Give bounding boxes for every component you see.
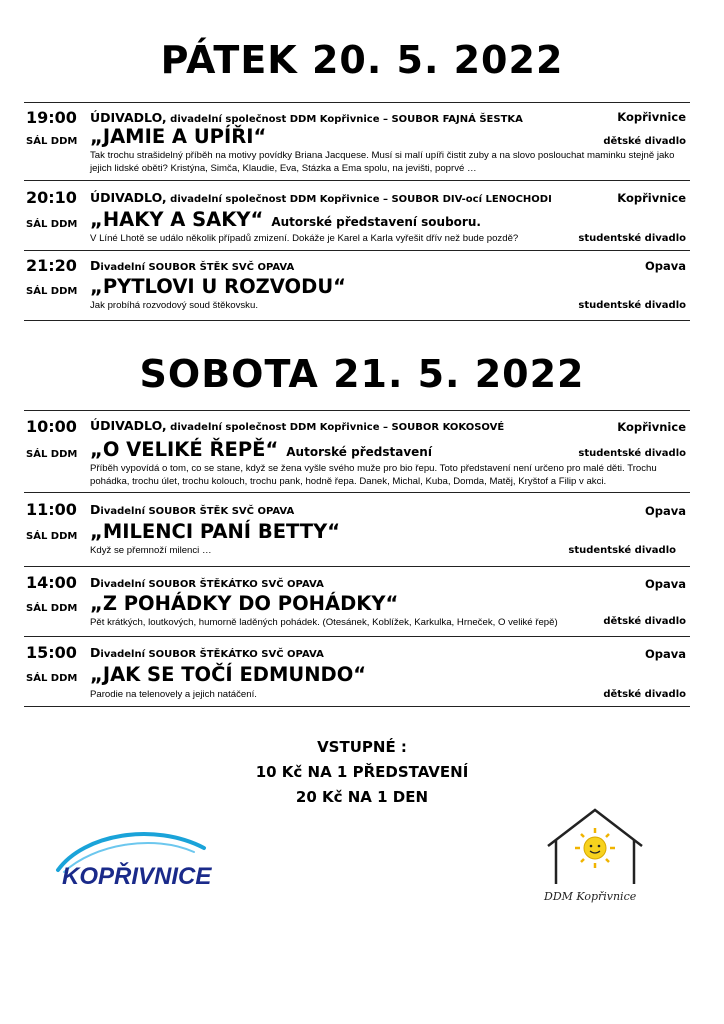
admission-heading: VSTUPNÉ :: [317, 738, 407, 756]
divider: [24, 566, 690, 567]
event-company-rest: divadelní společnost DDM Kopřivnice – SOUBOR KOKOSOVÉ: [166, 422, 505, 433]
event-time: 15:00: [26, 643, 77, 662]
event-title: [90, 663, 374, 686]
event-description: V Líné Lhotě se událo několik případů zmizení. Dokáže je Karel a Karla vyřešit dřív než bude pozdě?: [90, 233, 519, 244]
koprivnice-logo: [54, 826, 234, 896]
event-title: [90, 208, 481, 231]
event-hall: SÁL DDM: [26, 603, 78, 614]
friday-title: PÁTEK 20. 5. 2022: [160, 38, 564, 82]
event-genre: studentské divadlo: [578, 300, 686, 311]
event-description: Pět krátkých, loutkových, humorně laděných pohádek. (Otesánek, Koblížek, Karkulka, Hrneček, O veliké řepě): [90, 617, 558, 628]
divider: [24, 320, 690, 321]
event-description: Příběh vypovídá o tom, co se stane, když se žena vyšle svého muže pro bio řepu. Toto představení není určeno pro malé děti. Trochu pohádka, trochu úlet, trochu kolouch, trochu pank, hodně řepa. Danek, Michal, Kuba, Domda, Matěj, Kryštof a Filip v akci.: [90, 463, 657, 487]
event-subtitle: Autorské představení souboru.: [271, 215, 481, 229]
event-company: [90, 418, 504, 433]
event-title-text: „PYTLOVI U ROZVODU“: [90, 275, 346, 298]
event-company: [90, 110, 523, 125]
event-company-lead: ÚDIVADLO,: [90, 418, 167, 433]
event-time: 10:00: [26, 417, 77, 436]
event-genre: studentské divadlo: [568, 545, 676, 556]
event-company-lead: D: [90, 502, 101, 517]
event-company-rest: ivadelní SOUBOR ŠTĚK SVČ OPAVA: [100, 506, 295, 517]
event-time: 19:00: [26, 108, 77, 127]
event-place: Opava: [644, 504, 686, 518]
saturday-title: SOBOTA 21. 5. 2022: [139, 352, 585, 396]
event-place: Kopřivnice: [617, 420, 686, 434]
event-place: Kopřivnice: [617, 191, 686, 205]
ddm-logo-text: DDM Kopřivnice: [544, 890, 637, 903]
event-hall: SÁL DDM: [26, 531, 78, 542]
event-hall: SÁL DDM: [26, 136, 78, 147]
divider: [24, 180, 690, 181]
event-hall: SÁL DDM: [26, 286, 78, 297]
event-hall: SÁL DDM: [26, 219, 78, 230]
event-genre: studentské divadlo: [578, 233, 686, 244]
event-description: Parodie na telenovely a jejich natáčení.: [90, 689, 257, 700]
event-place: Opava: [644, 577, 686, 591]
event-title: [90, 125, 274, 148]
event-title: [90, 275, 354, 298]
event-company-rest: ivadelní SOUBOR ŠTĚKÁTKO SVČ OPAVA: [100, 579, 324, 590]
event-company-lead: D: [90, 575, 101, 590]
ddm-logo: [540, 806, 650, 906]
event-company: [90, 645, 324, 660]
event-title: [90, 592, 406, 615]
event-time: 11:00: [26, 500, 77, 519]
event-company: [90, 190, 552, 205]
event-genre: dětské divadlo: [603, 689, 686, 700]
event-place: Opava: [644, 259, 686, 273]
event-company: [90, 502, 294, 517]
divider: [24, 250, 690, 251]
event-title-text: „O VELIKÉ ŘEPĚ“: [90, 438, 279, 461]
event-title-text: „Z POHÁDKY DO POHÁDKY“: [90, 592, 399, 615]
event-time: 21:20: [26, 256, 77, 275]
event-company-rest: ivadelní SOUBOR ŠTĚKÁTKO SVČ OPAVA: [100, 649, 324, 660]
event-hall: SÁL DDM: [26, 673, 78, 684]
event-description: Jak probíhá rozvodový soud štěkovsku.: [90, 300, 258, 311]
event-place: Kopřivnice: [617, 110, 686, 124]
event-title-text: „JAK SE TOČÍ EDMUNDO“: [90, 663, 367, 686]
divider: [24, 706, 690, 707]
admission-per-show: 10 Kč NA 1 PŘEDSTAVENÍ: [255, 763, 469, 781]
event-company: [90, 575, 324, 590]
event-title: [90, 438, 432, 461]
event-time: 20:10: [26, 188, 77, 207]
event-place: Opava: [644, 647, 686, 661]
koprivnice-logo-text: KOPŘIVNICE: [62, 863, 212, 890]
event-genre: studentské divadlo: [578, 448, 686, 459]
event-genre: dětské divadlo: [603, 136, 686, 147]
event-company-lead: ÚDIVADLO,: [90, 110, 167, 125]
event-description: Když se přemnoží milenci …: [90, 545, 212, 556]
event-title-text: „MILENCI PANÍ BETTY“: [90, 520, 341, 543]
event-company-rest: divadelní společnost DDM Kopřivnice – SOUBOR FAJNÁ ŠESTKA: [166, 114, 523, 125]
event-genre: dětské divadlo: [603, 616, 686, 627]
divider: [24, 492, 690, 493]
event-company-lead: ÚDIVADLO,: [90, 190, 167, 205]
admission-per-day: 20 Kč NA 1 DEN: [295, 788, 429, 806]
event-time: 14:00: [26, 573, 77, 592]
event-company-lead: D: [90, 258, 101, 273]
event-company-lead: D: [90, 645, 101, 660]
event-title-text: „JAMIE A UPÍŘI“: [90, 125, 267, 148]
event-subtitle: Autorské představení: [286, 445, 432, 459]
event-company-rest: divadelní společnost DDM Kopřivnice – SOUBOR DIV-ocí LENOCHODI: [166, 194, 552, 205]
divider: [24, 636, 690, 637]
event-company-rest: ivadelní SOUBOR ŠTĚK SVČ OPAVA: [100, 262, 295, 273]
event-title: [90, 520, 348, 543]
event-company: [90, 258, 294, 273]
divider: [24, 102, 690, 103]
divider: [24, 410, 690, 411]
event-title-text: „HAKY A SAKY“: [90, 208, 264, 231]
event-description: Tak trochu strašidelný příběh na motivy povídky Briana Jacquese. Musí si malí upíři čistit zuby a na slovo poslouchat maminku stejně jako jejich lidské oběti? Kristýna, Simča, Klaudie, Eva, Stázka a Ema spolu, na jevišti, poprvé …: [90, 150, 675, 174]
event-hall: SÁL DDM: [26, 449, 78, 460]
